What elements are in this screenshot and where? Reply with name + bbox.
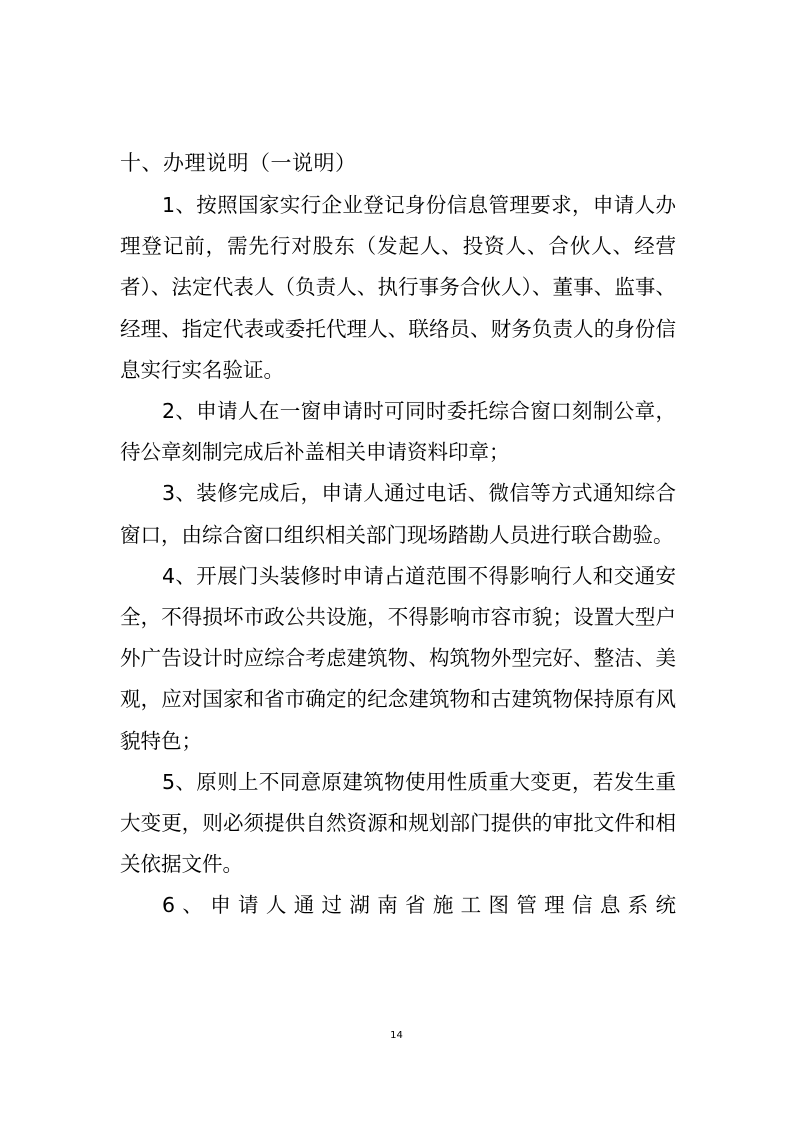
page-number: 14 [390, 1030, 403, 1041]
paragraph-1: 1、按照国家实行企业登记身份信息管理要求，申请人办理登记前，需先行对股东（发起人、投资人、合伙人、经营者）、法定代表人（负责人、执行事务合伙人）、董事、监事、经理、指定代表或委托代理人、联络员、财务负责人的身份信息实行实名验证。 [120, 193, 676, 382]
paragraph-2: 2、申请人在一窗申请时可同时委托综合窗口刻制公章，待公章刻制完成后补盖相关申请资料印章； [120, 399, 676, 465]
section-heading: 十、办理说明（一说明） [120, 151, 357, 175]
paragraph-3: 3、装修完成后，申请人通过电话、微信等方式通知综合窗口，由综合窗口组织相关部门现场踏勘人员进行联合勘验。 [120, 481, 676, 547]
paragraph-4: 4、开展门头装修时申请占道范围不得影响行人和交通安全，不得损坏市政公共设施，不得影响市容市貌；设置大型户外广告设计时应综合考虑建筑物、构筑物外型完好、整洁、美观，应对国家和省市确定的纪念建筑物和古建筑物保持原有风貌特色； [120, 563, 676, 753]
paragraph-6: 6、申请人通过湖南省施工图管理信息系统 [162, 893, 676, 918]
paragraph-5: 5、原则上不同意原建筑物使用性质重大变更，若发生重大变更，则必须提供自然资源和规划部门提供的审批文件和相关依据文件。 [120, 769, 676, 877]
body-text [120, 185, 676, 927]
